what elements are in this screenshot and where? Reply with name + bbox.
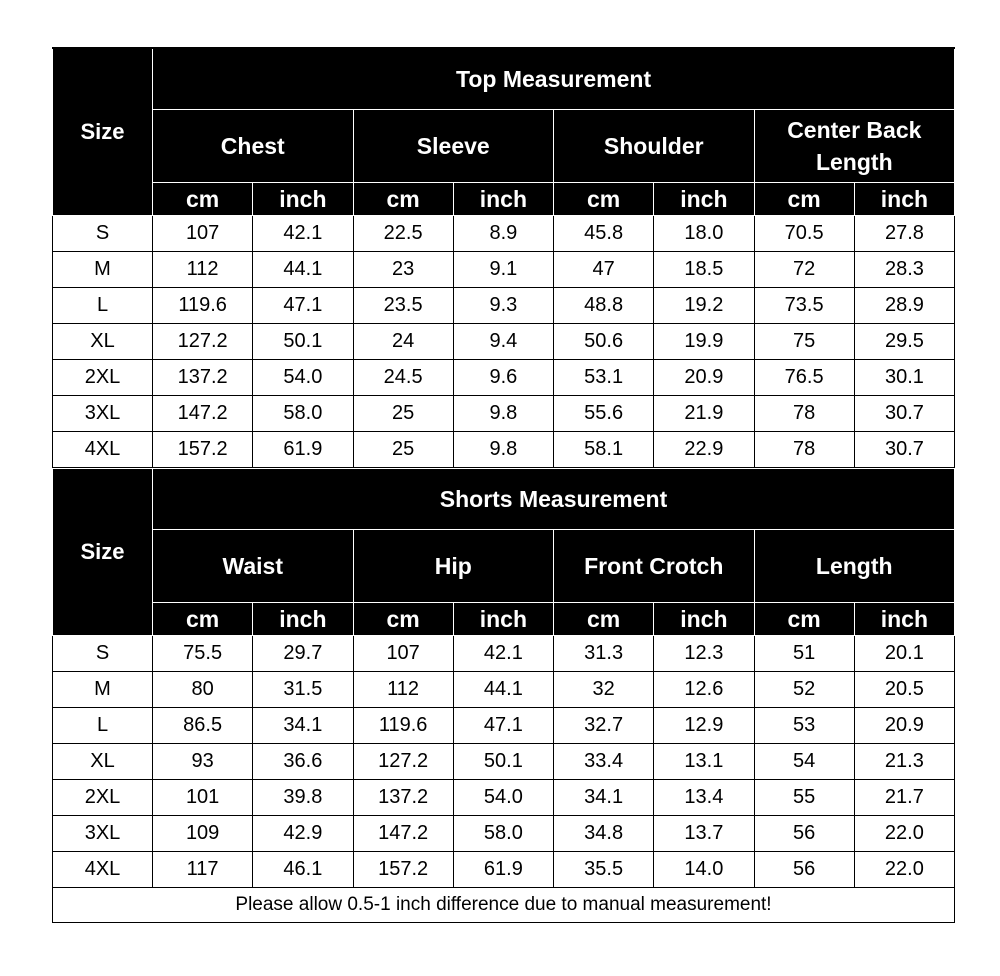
measurement-cell: 29.5 bbox=[854, 324, 954, 360]
measurement-cell: 42.1 bbox=[453, 636, 553, 672]
measurement-cell: 61.9 bbox=[253, 432, 353, 468]
measurement-cell: 34.8 bbox=[554, 816, 654, 852]
size-header: Size bbox=[53, 469, 153, 636]
measurement-cell: 8.9 bbox=[453, 216, 553, 252]
measurement-cell: 48.8 bbox=[554, 288, 654, 324]
table-row bbox=[53, 780, 955, 816]
unit-header: cm bbox=[153, 603, 253, 636]
group-header-chest: Chest bbox=[153, 110, 354, 183]
measurement-cell: 42.1 bbox=[253, 216, 353, 252]
table-title: Top Measurement bbox=[153, 48, 955, 110]
measurement-cell: 28.3 bbox=[854, 252, 954, 288]
unit-header: cm bbox=[554, 183, 654, 216]
measurement-cell: 93 bbox=[153, 744, 253, 780]
table-row bbox=[53, 744, 955, 780]
measurement-cell: 101 bbox=[153, 780, 253, 816]
measurement-cell: 34.1 bbox=[554, 780, 654, 816]
table-row bbox=[53, 636, 955, 672]
measurement-cell: 70.5 bbox=[754, 216, 854, 252]
measurement-cell: 50.1 bbox=[253, 324, 353, 360]
measurement-cell: 32.7 bbox=[554, 708, 654, 744]
measurement-cell: 27.8 bbox=[854, 216, 954, 252]
measurement-cell: 157.2 bbox=[153, 432, 253, 468]
measurement-cell: 56 bbox=[754, 852, 854, 888]
measurement-cell: 44.1 bbox=[453, 672, 553, 708]
measurement-cell: 86.5 bbox=[153, 708, 253, 744]
group-header-shoulder: Shoulder bbox=[554, 110, 755, 183]
measurement-cell: 36.6 bbox=[253, 744, 353, 780]
measurement-cell: 53.1 bbox=[554, 360, 654, 396]
size-cell: S bbox=[53, 636, 153, 672]
measurement-cell: 137.2 bbox=[353, 780, 453, 816]
measurement-cell: 119.6 bbox=[353, 708, 453, 744]
unit-header: inch bbox=[253, 603, 353, 636]
measurement-cell: 75 bbox=[754, 324, 854, 360]
size-cell: 2XL bbox=[53, 360, 153, 396]
unit-header: cm bbox=[153, 183, 253, 216]
size-cell: 4XL bbox=[53, 852, 153, 888]
size-cell: M bbox=[53, 672, 153, 708]
measurement-cell: 52 bbox=[754, 672, 854, 708]
measurement-cell: 109 bbox=[153, 816, 253, 852]
measurement-cell: 13.7 bbox=[654, 816, 754, 852]
table-row bbox=[53, 708, 955, 744]
measurement-cell: 35.5 bbox=[554, 852, 654, 888]
size-cell: 3XL bbox=[53, 396, 153, 432]
table-row bbox=[53, 852, 955, 888]
measurement-cell: 78 bbox=[754, 432, 854, 468]
unit-header: cm bbox=[754, 603, 854, 636]
measurement-cell: 24 bbox=[353, 324, 453, 360]
unit-header: cm bbox=[754, 183, 854, 216]
top-measurement-table bbox=[52, 47, 955, 468]
measurement-cell: 44.1 bbox=[253, 252, 353, 288]
measurement-cell: 30.1 bbox=[854, 360, 954, 396]
shorts-table-body bbox=[53, 636, 955, 888]
measurement-cell: 39.8 bbox=[253, 780, 353, 816]
measurement-cell: 18.5 bbox=[654, 252, 754, 288]
measurement-cell: 157.2 bbox=[353, 852, 453, 888]
group-header-center-back-length: Center Back Length bbox=[754, 110, 955, 183]
measurement-cell: 20.9 bbox=[854, 708, 954, 744]
group-header-waist: Waist bbox=[153, 530, 354, 603]
measurement-cell: 107 bbox=[353, 636, 453, 672]
measurement-cell: 25 bbox=[353, 396, 453, 432]
measurement-cell: 21.7 bbox=[854, 780, 954, 816]
measurement-cell: 9.8 bbox=[453, 396, 553, 432]
table-row bbox=[53, 360, 955, 396]
unit-header: cm bbox=[353, 183, 453, 216]
size-cell: 4XL bbox=[53, 432, 153, 468]
measurement-cell: 21.9 bbox=[654, 396, 754, 432]
group-header-sleeve: Sleeve bbox=[353, 110, 554, 183]
unit-header: inch bbox=[654, 603, 754, 636]
size-chart bbox=[52, 47, 954, 923]
measurement-cell: 47.1 bbox=[453, 708, 553, 744]
group-header-front-crotch: Front Crotch bbox=[554, 530, 755, 603]
measurement-cell: 32 bbox=[554, 672, 654, 708]
table-row bbox=[53, 672, 955, 708]
measurement-cell: 50.6 bbox=[554, 324, 654, 360]
measurement-cell: 78 bbox=[754, 396, 854, 432]
measurement-cell: 21.3 bbox=[854, 744, 954, 780]
measurement-cell: 29.7 bbox=[253, 636, 353, 672]
table-row bbox=[53, 432, 955, 468]
measurement-cell: 20.5 bbox=[854, 672, 954, 708]
table-row bbox=[53, 252, 955, 288]
group-header-hip: Hip bbox=[353, 530, 554, 603]
measurement-cell: 34.1 bbox=[253, 708, 353, 744]
unit-header: inch bbox=[253, 183, 353, 216]
measurement-cell: 31.3 bbox=[554, 636, 654, 672]
measurement-cell: 22.9 bbox=[654, 432, 754, 468]
measurement-cell: 58.1 bbox=[554, 432, 654, 468]
table-row bbox=[53, 324, 955, 360]
measurement-cell: 9.3 bbox=[453, 288, 553, 324]
measurement-cell: 47.1 bbox=[253, 288, 353, 324]
measurement-cell: 119.6 bbox=[153, 288, 253, 324]
size-cell: XL bbox=[53, 744, 153, 780]
group-header-length: Length bbox=[754, 530, 955, 603]
measurement-cell: 45.8 bbox=[554, 216, 654, 252]
measurement-cell: 58.0 bbox=[453, 816, 553, 852]
measurement-cell: 19.2 bbox=[654, 288, 754, 324]
size-cell: S bbox=[53, 216, 153, 252]
measurement-cell: 28.9 bbox=[854, 288, 954, 324]
unit-header: inch bbox=[453, 603, 553, 636]
measurement-cell: 12.6 bbox=[654, 672, 754, 708]
measurement-cell: 9.6 bbox=[453, 360, 553, 396]
table-row bbox=[53, 216, 955, 252]
measurement-cell: 117 bbox=[153, 852, 253, 888]
unit-header: cm bbox=[554, 603, 654, 636]
measurement-cell: 13.1 bbox=[654, 744, 754, 780]
measurement-cell: 53 bbox=[754, 708, 854, 744]
measurement-cell: 12.3 bbox=[654, 636, 754, 672]
measurement-cell: 55 bbox=[754, 780, 854, 816]
measurement-cell: 147.2 bbox=[153, 396, 253, 432]
measurement-cell: 24.5 bbox=[353, 360, 453, 396]
measurement-cell: 51 bbox=[754, 636, 854, 672]
shorts-measurement-table bbox=[52, 468, 955, 923]
size-cell: L bbox=[53, 708, 153, 744]
unit-header: inch bbox=[453, 183, 553, 216]
measurement-cell: 14.0 bbox=[654, 852, 754, 888]
size-cell: 2XL bbox=[53, 780, 153, 816]
measurement-cell: 75.5 bbox=[153, 636, 253, 672]
measurement-cell: 54.0 bbox=[253, 360, 353, 396]
measurement-cell: 19.9 bbox=[654, 324, 754, 360]
measurement-cell: 23 bbox=[353, 252, 453, 288]
size-cell: XL bbox=[53, 324, 153, 360]
measurement-cell: 127.2 bbox=[153, 324, 253, 360]
measurement-cell: 137.2 bbox=[153, 360, 253, 396]
table-title: Shorts Measurement bbox=[153, 469, 955, 530]
unit-header: inch bbox=[854, 603, 954, 636]
measurement-cell: 13.4 bbox=[654, 780, 754, 816]
measurement-cell: 47 bbox=[554, 252, 654, 288]
measurement-cell: 9.1 bbox=[453, 252, 553, 288]
size-cell: M bbox=[53, 252, 153, 288]
measurement-cell: 61.9 bbox=[453, 852, 553, 888]
measurement-cell: 30.7 bbox=[854, 396, 954, 432]
size-cell: L bbox=[53, 288, 153, 324]
measurement-cell: 9.8 bbox=[453, 432, 553, 468]
size-header: Size bbox=[53, 48, 153, 216]
measurement-cell: 30.7 bbox=[854, 432, 954, 468]
measurement-cell: 76.5 bbox=[754, 360, 854, 396]
unit-header: inch bbox=[654, 183, 754, 216]
measurement-cell: 112 bbox=[153, 252, 253, 288]
measurement-cell: 42.9 bbox=[253, 816, 353, 852]
measurement-cell: 12.9 bbox=[654, 708, 754, 744]
measurement-cell: 33.4 bbox=[554, 744, 654, 780]
measurement-cell: 18.0 bbox=[654, 216, 754, 252]
unit-header: cm bbox=[353, 603, 453, 636]
measurement-cell: 22.5 bbox=[353, 216, 453, 252]
unit-header: inch bbox=[854, 183, 954, 216]
measurement-cell: 58.0 bbox=[253, 396, 353, 432]
measurement-cell: 147.2 bbox=[353, 816, 453, 852]
measurement-cell: 73.5 bbox=[754, 288, 854, 324]
table-row bbox=[53, 396, 955, 432]
measurement-cell: 31.5 bbox=[253, 672, 353, 708]
measurement-note: Please allow 0.5-1 inch difference due to manual measurement! bbox=[53, 888, 955, 923]
measurement-cell: 72 bbox=[754, 252, 854, 288]
measurement-cell: 50.1 bbox=[453, 744, 553, 780]
measurement-cell: 20.9 bbox=[654, 360, 754, 396]
measurement-cell: 20.1 bbox=[854, 636, 954, 672]
measurement-cell: 127.2 bbox=[353, 744, 453, 780]
measurement-cell: 23.5 bbox=[353, 288, 453, 324]
top-table-body bbox=[53, 216, 955, 468]
table-row bbox=[53, 288, 955, 324]
measurement-cell: 112 bbox=[353, 672, 453, 708]
table-row bbox=[53, 816, 955, 852]
measurement-cell: 25 bbox=[353, 432, 453, 468]
measurement-cell: 107 bbox=[153, 216, 253, 252]
measurement-cell: 80 bbox=[153, 672, 253, 708]
measurement-cell: 22.0 bbox=[854, 816, 954, 852]
measurement-cell: 54.0 bbox=[453, 780, 553, 816]
measurement-cell: 55.6 bbox=[554, 396, 654, 432]
measurement-cell: 54 bbox=[754, 744, 854, 780]
measurement-cell: 22.0 bbox=[854, 852, 954, 888]
measurement-cell: 46.1 bbox=[253, 852, 353, 888]
measurement-cell: 9.4 bbox=[453, 324, 553, 360]
size-cell: 3XL bbox=[53, 816, 153, 852]
measurement-cell: 56 bbox=[754, 816, 854, 852]
